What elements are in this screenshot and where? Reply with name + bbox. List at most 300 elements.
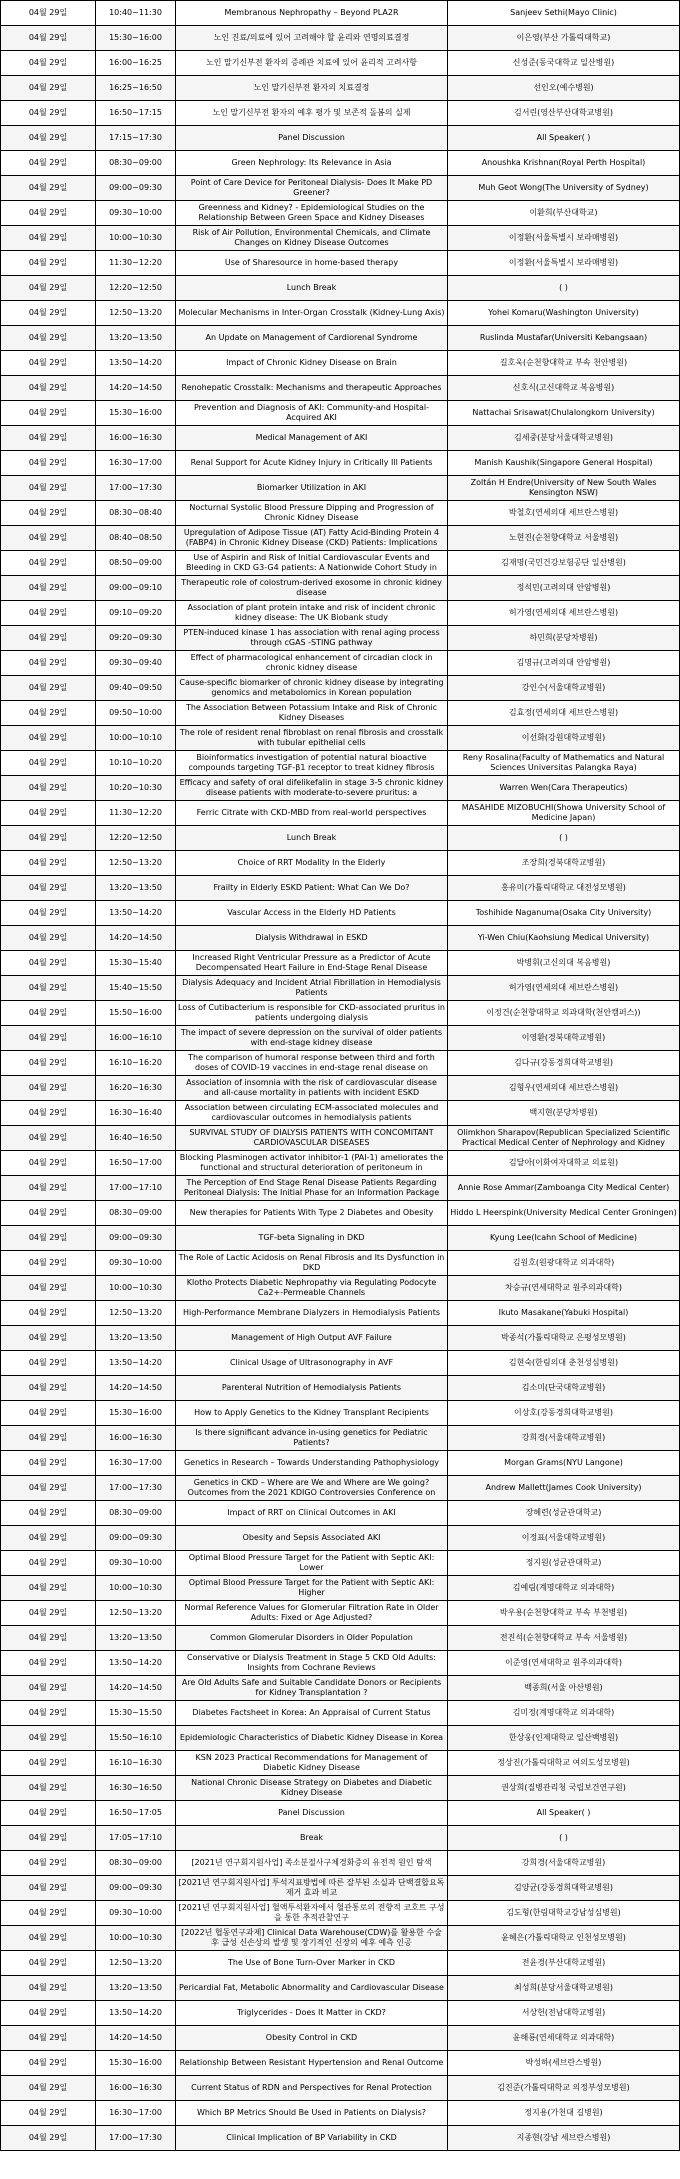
session-speaker: 장혜련(성균관대학교) [448,1501,680,1526]
table-row [1,1501,680,1526]
session-time: 09:30~10:00 [96,1551,176,1576]
session-time: 09:30~10:00 [96,201,176,226]
session-title: Optimal Blood Pressure Target for the Patient with Septic AKI: Higher [176,1576,448,1601]
session-date: 04월 29일 [1,976,96,1001]
session-date: 04월 29일 [1,201,96,226]
session-title: Clinical Implication of BP Variability in CKD [176,2126,448,2151]
table-row [1,1326,680,1351]
session-date: 04월 29일 [1,1501,96,1526]
table-row [1,651,680,676]
session-date: 04월 29일 [1,1401,96,1426]
session-title: Effect of pharmacological enhancement of circadian clock in chronic kidney disease [176,651,448,676]
session-date: 04월 29일 [1,1101,96,1126]
table-row [1,551,680,576]
session-title: Prevention and Diagnosis of AKI: Community-and Hospital-Acquired AKI [176,401,448,426]
table-row [1,2101,680,2126]
table-row [1,326,680,351]
session-date: 04월 29일 [1,501,96,526]
session-time: 09:00~09:30 [96,1226,176,1251]
session-speaker: 김달아(이화여자대학교 의료원) [448,1151,680,1176]
table-row [1,1376,680,1401]
session-date: 04월 29일 [1,101,96,126]
table-row [1,476,680,501]
session-title: Dialysis Withdrawal in ESKD [176,926,448,951]
table-row [1,2126,680,2151]
session-date: 04월 29일 [1,551,96,576]
session-time: 12:50~13:20 [96,301,176,326]
session-time: 16:10~16:20 [96,1051,176,1076]
session-date: 04월 29일 [1,176,96,201]
session-title: Efficacy and safety of oral difelikefalin in stage 3-5 chronic kidney disease patients with moderate-to-severe pruritus: a [176,776,448,801]
session-title: Choice of RRT Modality In the Elderly [176,851,448,876]
session-time: 15:30~16:00 [96,1401,176,1426]
session-title: Genetics in CKD – Where are We and Where are We going? Outcomes from the 2021 KDIGO Controversies Conference on [176,1476,448,1501]
session-title: Molecular Mechanisms in Inter-Organ Crosstalk (Kidney-Lung Axis) [176,301,448,326]
session-date: 04월 29일 [1,1251,96,1276]
table-row [1,801,680,826]
session-speaker: Zoltán H Endre(University of New South Wales Kensington NSW) [448,476,680,501]
session-speaker: 백종희(서울 아산병원) [448,1676,680,1701]
session-date: 04월 29일 [1,2026,96,2051]
session-speaker: 권상희(질병관리청 국립보건연구원) [448,1776,680,1801]
session-title: The role of resident renal fibroblast on renal fibrosis and crosstalk with tubular epithelial cells [176,726,448,751]
session-time: 08:30~09:00 [96,1201,176,1226]
session-date: 04월 29일 [1,1676,96,1701]
session-speaker: 이환희(부산대학교) [448,201,680,226]
session-speaker: Yohei Komaru(Washington University) [448,301,680,326]
session-speaker: ( ) [448,276,680,301]
session-time: 15:30~15:50 [96,1701,176,1726]
session-date: 04월 29일 [1,1151,96,1176]
session-date: 04월 29일 [1,251,96,276]
session-speaker: 정상진(가톨릭대학교 여의도성모병원) [448,1751,680,1776]
session-time: 10:00~10:30 [96,226,176,251]
session-title: Increased Right Ventricular Pressure as a Predictor of Acute Decompensated Heart Failure in End-Stage Renal Disease [176,951,448,976]
session-time: 08:30~09:00 [96,1851,176,1876]
session-time: 12:20~12:50 [96,276,176,301]
session-speaker: 이영환(경북대학교병원) [448,1026,680,1051]
session-title: Use of Aspirin and Risk of Initial Cardiovascular Events and Bleeding in CKD G3-G4 patients: A Nationwide Cohort Study in [176,551,448,576]
session-title: Nocturnal Systolic Blood Pressure Dipping and Progression of Chronic Kidney Disease [176,501,448,526]
session-speaker: 김재명(국민건강보험공단 일산병원) [448,551,680,576]
session-title: Impact of Chronic Kidney Disease on Brain [176,351,448,376]
session-title: Normal Reference Values for Glomerular Filtration Rate in Older Adults: Fixed or Age Adjusted? [176,1601,448,1626]
table-row [1,1001,680,1026]
table-row [1,1251,680,1276]
table-row [1,876,680,901]
session-date: 04월 29일 [1,676,96,701]
table-row [1,401,680,426]
session-date: 04월 29일 [1,126,96,151]
session-date: 04월 29일 [1,1901,96,1926]
session-speaker: 김양균(강동경희대학교병원) [448,1876,680,1901]
session-date: 04월 29일 [1,426,96,451]
session-time: 16:30~16:40 [96,1101,176,1126]
session-date: 04월 29일 [1,1351,96,1376]
table-row [1,176,680,201]
session-time: 09:20~09:30 [96,626,176,651]
session-speaker: Yi-Wen Chiu(Kaohsiung Medical University) [448,926,680,951]
session-date: 04월 29일 [1,376,96,401]
session-title: Membranous Nephropathy – Beyond PLA2R [176,1,448,26]
session-speaker: 신호식(고신대학교 복음병원) [448,376,680,401]
session-speaker: 강희경(서울대학교병원) [448,1426,680,1451]
session-time: 15:50~16:00 [96,1001,176,1026]
session-date: 04월 29일 [1,1,96,26]
session-time: 09:30~10:00 [96,1901,176,1926]
session-title: Medical Management of AKI [176,426,448,451]
session-time: 16:00~16:30 [96,2076,176,2101]
table-row [1,1951,680,1976]
session-date: 04월 29일 [1,1701,96,1726]
table-row [1,201,680,226]
session-title: Klotho Protects Diabetic Nephropathy via Regulating Podocyte Ca2+-Permeable Channels [176,1276,448,1301]
session-speaker: 정석민(고려의대 안암병원) [448,576,680,601]
session-date: 04월 29일 [1,1426,96,1451]
table-row [1,76,680,101]
session-time: 16:30~17:00 [96,451,176,476]
session-title: Impact of RRT on Clinical Outcomes in AKI [176,1501,448,1526]
session-time: 09:10~09:20 [96,601,176,626]
session-time: 14:20~14:50 [96,376,176,401]
session-time: 15:30~16:00 [96,401,176,426]
session-time: 16:50~17:15 [96,101,176,126]
session-title: Are Old Adults Safe and Suitable Candidate Donors or Recipients for Kidney Transplantation ? [176,1676,448,1701]
table-row [1,851,680,876]
session-title: 노인 말기신부전 환자의 치료결정 [176,76,448,101]
session-date: 04월 29일 [1,1626,96,1651]
session-time: 16:30~16:50 [96,1776,176,1801]
table-row [1,526,680,551]
session-speaker: 이정환(서울특별시 보라매병원) [448,251,680,276]
session-date: 04월 29일 [1,1951,96,1976]
session-title: Conservative or Dialysis Treatment in Stage 5 CKD Old Adults: Insights from Cochrane Reviews [176,1651,448,1676]
session-speaker: Sanjeev Sethi(Mayo Clinic) [448,1,680,26]
table-row [1,51,680,76]
session-date: 04월 29일 [1,151,96,176]
session-speaker: Kyung Lee(Icahn School of Medicine) [448,1226,680,1251]
table-row [1,1901,680,1926]
session-time: 15:50~16:10 [96,1726,176,1751]
session-speaker: 이정표(서울대학교병원) [448,1526,680,1551]
session-time: 08:40~08:50 [96,526,176,551]
session-title: Clinical Usage of Ultrasonography in AVF [176,1351,448,1376]
session-date: 04월 29일 [1,1776,96,1801]
session-time: 16:30~17:00 [96,1451,176,1476]
session-title: Parenteral Nutrition of Hemodialysis Patients [176,1376,448,1401]
session-title: Optimal Blood Pressure Target for the Patient with Septic AKI: Lower [176,1551,448,1576]
session-speaker: 지종현(강남 세브란스병원) [448,2126,680,2151]
session-date: 04월 29일 [1,1876,96,1901]
session-speaker: 김진준(가톨릭대학교 의정부성모병원) [448,2076,680,2101]
session-title: How to Apply Genetics to the Kidney Transplant Recipients [176,1401,448,1426]
session-time: 17:00~17:10 [96,1176,176,1201]
session-speaker: 김도형(한림대학교강남성심병원) [448,1901,680,1926]
session-speaker: 박철호(연세의대 세브란스병원) [448,501,680,526]
session-title: Lunch Break [176,276,448,301]
session-speaker: ( ) [448,826,680,851]
session-time: 17:00~17:30 [96,2126,176,2151]
session-date: 04월 29일 [1,2001,96,2026]
table-row [1,351,680,376]
session-title: Break [176,1826,448,1851]
table-row [1,1751,680,1776]
session-date: 04월 29일 [1,2126,96,2151]
session-time: 09:30~09:40 [96,651,176,676]
session-date: 04월 29일 [1,326,96,351]
session-title: Obesity and Sepsis Associated AKI [176,1526,448,1551]
session-speaker: Reny Rosalina(Faculty of Mathematics and Natural Sciences Universitas Palangka Raya) [448,751,680,776]
table-row [1,1051,680,1076]
session-title: Which BP Metrics Should Be Used in Patients on Dialysis? [176,2101,448,2126]
session-title: Biomarker Utilization in AKI [176,476,448,501]
session-date: 04월 29일 [1,301,96,326]
session-speaker: 길호욱(순천향대학교 부속 천안병원) [448,351,680,376]
session-time: 09:00~09:10 [96,576,176,601]
session-speaker: Annie Rose Ammar(Zamboanga City Medical Center) [448,1176,680,1201]
session-time: 10:00~10:10 [96,726,176,751]
session-title: Green Nephrology: Its Relevance in Asia [176,151,448,176]
session-speaker: 김명규(고려의대 안암병원) [448,651,680,676]
session-speaker: MASAHIDE MIZOBUCHI(Showa University School of Medicine Japan) [448,801,680,826]
session-time: 09:50~10:00 [96,701,176,726]
table-row [1,1876,680,1901]
session-date: 04월 29일 [1,951,96,976]
table-row [1,1626,680,1651]
session-speaker: 이정환(서울특별시 보라매병원) [448,226,680,251]
session-speaker: 윤혜은(가톨릭대학교 인천성모병원) [448,1926,680,1951]
table-row [1,1526,680,1551]
session-speaker: 허가영(연세의대 세브란스병원) [448,976,680,1001]
session-speaker: Warren Wen(Cara Therapeutics) [448,776,680,801]
session-time: 14:20~14:50 [96,1676,176,1701]
table-row [1,1776,680,1801]
session-title: Renohepatic Crosstalk: Mechanisms and therapeutic Approaches [176,376,448,401]
session-time: 13:20~13:50 [96,1626,176,1651]
session-title: Upregulation of Adipose Tissue (AT) Fatty Acid-Binding Protein 4 (FABP4) in Chronic Kidney Disease (CKD) Patients: Implications [176,526,448,551]
table-row [1,1726,680,1751]
session-title: [2022년 협동연구과제] Clinical Data Warehouse(CDW)를 활용한 수술 후 급성 신손상의 발생 및 장기적인 신장의 예후 예측 인공 [176,1926,448,1951]
session-title: Current Status of RDN and Perspectives for Renal Protection [176,2076,448,2101]
table-row [1,1301,680,1326]
session-time: 10:00~10:30 [96,1926,176,1951]
session-speaker: Hiddo L Heerspink(University Medical Center Groningen) [448,1201,680,1226]
session-date: 04월 29일 [1,2076,96,2101]
session-date: 04월 29일 [1,1976,96,2001]
session-title: Genetics in Research – Towards Understanding Pathophysiology [176,1451,448,1476]
session-date: 04월 29일 [1,2051,96,2076]
session-title: [2021년 연구회지원사업] 투석지표방법에 따른 잘부된 소실과 단백결합요독 제거 효과 비교 [176,1876,448,1901]
session-time: 14:20~14:50 [96,2026,176,2051]
table-row [1,1476,680,1501]
table-row [1,926,680,951]
session-title: An Update on Management of Cardiorenal Syndrome [176,326,448,351]
session-title: [2021년 연구회지원사업] 족소분절사구체경화증의 유전적 원인 탐색 [176,1851,448,1876]
session-speaker: Andrew Mallett(James Cook University) [448,1476,680,1501]
session-date: 04월 29일 [1,776,96,801]
session-time: 15:30~16:00 [96,2051,176,2076]
session-time: 15:40~15:50 [96,976,176,1001]
session-time: 08:50~09:00 [96,551,176,576]
session-speaker: 이정건(순천향대학교 의과대학(천안캠퍼스)) [448,1001,680,1026]
session-title: Triglycerides - Does It Matter in CKD? [176,2001,448,2026]
session-time: 13:50~14:20 [96,901,176,926]
session-title: Dialysis Adequacy and Incident Atrial Fibrillation in Hemodialysis Patients [176,976,448,1001]
session-time: 14:20~14:50 [96,1376,176,1401]
session-date: 04월 29일 [1,26,96,51]
session-date: 04월 29일 [1,1326,96,1351]
table-row [1,1026,680,1051]
session-date: 04월 29일 [1,1926,96,1951]
session-time: 09:00~09:30 [96,1526,176,1551]
session-time: 09:40~09:50 [96,676,176,701]
table-row [1,426,680,451]
session-date: 04월 29일 [1,1651,96,1676]
session-time: 10:10~10:20 [96,751,176,776]
session-date: 04월 29일 [1,651,96,676]
session-time: 13:50~14:20 [96,351,176,376]
session-speaker: 전윤경(부산대학교병원) [448,1951,680,1976]
schedule-body [1,1,680,2151]
table-row [1,1276,680,1301]
session-time: 13:20~13:50 [96,876,176,901]
session-speaker: 조장희(경북대학교병원) [448,851,680,876]
session-title: High-Performance Membrane Dialyzers in Hemodialysis Patients [176,1301,448,1326]
session-time: 14:20~14:50 [96,926,176,951]
table-row [1,276,680,301]
session-date: 04월 29일 [1,626,96,651]
session-time: 09:30~10:00 [96,1251,176,1276]
session-time: 10:00~10:30 [96,1276,176,1301]
session-speaker: Ruslinda Mustafar(Universiti Kebangsaan) [448,326,680,351]
session-date: 04월 29일 [1,1526,96,1551]
session-speaker: 김소미(단국대학교병원) [448,1376,680,1401]
session-date: 04월 29일 [1,1226,96,1251]
session-speaker: Morgan Grams(NYU Langone) [448,1451,680,1476]
session-speaker: 김서린(영산부산대학교병원) [448,101,680,126]
session-date: 04월 29일 [1,1576,96,1601]
table-row [1,1351,680,1376]
table-row [1,1201,680,1226]
session-date: 04월 29일 [1,801,96,826]
session-speaker: 최성희(분당서울대학교병원) [448,1976,680,2001]
session-time: 17:00~17:30 [96,476,176,501]
session-title: The impact of severe depression on the survival of older patients with end-stage kidney disease [176,1026,448,1051]
session-speaker: 김예림(계명대학교 의과대학) [448,1576,680,1601]
session-title: Is there significant advance in-using genetics for Pediatric Patients? [176,1426,448,1451]
session-speaker: 박성하(세브란스병원) [448,2051,680,2076]
session-date: 04월 29일 [1,826,96,851]
session-date: 04월 29일 [1,2101,96,2126]
table-row [1,776,680,801]
session-time: 15:30~15:40 [96,951,176,976]
table-row [1,826,680,851]
session-date: 04월 29일 [1,1851,96,1876]
table-row [1,1976,680,2001]
table-row [1,676,680,701]
session-time: 09:00~09:30 [96,176,176,201]
session-speaker: 선인오(예수병원) [448,76,680,101]
session-title: The Association Between Potassium Intake and Risk of Chronic Kidney Diseases [176,701,448,726]
session-speaker: 김미정(계명대학교 의과대학) [448,1701,680,1726]
table-row [1,2051,680,2076]
session-title: Renal Support for Acute Kidney Injury in Critically Ill Patients [176,451,448,476]
session-date: 04월 29일 [1,1601,96,1626]
session-title: 노인 말기신부전 환자의 증례관 치료에 있어 윤리적 고려사항 [176,51,448,76]
session-date: 04월 29일 [1,51,96,76]
session-title: Blocking Plasminogen activator inhibitor-1 (PAI-1) ameliorates the functional and structural deterioration of peritoneum in [176,1151,448,1176]
session-speaker: 박병휘(고신의대 복음병원) [448,951,680,976]
session-speaker: 정지용(가천대 길병원) [448,2101,680,2126]
session-title: SURVIVAL STUDY OF DIALYSIS PATIENTS WITH CONCOMITANT CARDIOVASCULAR DISEASES [176,1126,448,1151]
session-title: Diabetes Factsheet in Korea: An Appraisal of Current Status [176,1701,448,1726]
table-row [1,1826,680,1851]
session-speaker: ( ) [448,1826,680,1851]
session-title: Obesity Control in CKD [176,2026,448,2051]
table-row [1,1551,680,1576]
table-row [1,951,680,976]
session-speaker: 박우용(순천향대학교 부속 부천병원) [448,1601,680,1626]
session-time: 17:00~17:30 [96,1476,176,1501]
table-row [1,1601,680,1626]
session-speaker: 김다규(강동경희대학교병원) [448,1051,680,1076]
session-date: 04월 29일 [1,1076,96,1101]
table-row [1,1126,680,1151]
session-time: 16:25~16:50 [96,76,176,101]
session-time: 13:20~13:50 [96,1976,176,2001]
session-speaker: 이상호(강동경희대학교병원) [448,1401,680,1426]
table-row [1,1701,680,1726]
table-row [1,101,680,126]
session-time: 12:50~13:20 [96,851,176,876]
session-speaker: Toshihide Naganuma(Osaka City University) [448,901,680,926]
session-date: 04월 29일 [1,1276,96,1301]
table-row [1,1,680,26]
session-time: 08:30~09:00 [96,151,176,176]
session-speaker: 홍유미(가톨릭대학교 대전성모병원) [448,876,680,901]
session-speaker: 박종석(가톨릭대학교 은평성모병원) [448,1326,680,1351]
session-title: Lunch Break [176,826,448,851]
session-title: Bioinformatics investigation of potential natural bioactive compounds targeting TGF-β1 receptor to treat kidney fibrosis [176,751,448,776]
table-row [1,1801,680,1826]
session-title: National Chronic Disease Strategy on Diabetes and Diabetic Kidney Disease [176,1776,448,1801]
session-speaker: 김세중(분당서울대학교병원) [448,426,680,451]
session-date: 04월 29일 [1,876,96,901]
table-row [1,1226,680,1251]
session-title: Common Glomerular Disorders in Older Population [176,1626,448,1651]
session-speaker: 강희경(서울대학교병원) [448,1851,680,1876]
session-title: Ferric Citrate with CKD-MBD from real-world perspectives [176,801,448,826]
session-title: TGF-beta Signaling in DKD [176,1226,448,1251]
session-date: 04월 29일 [1,451,96,476]
session-title: Point of Care Device for Peritoneal Dialysis- Does It Make PD Greener? [176,176,448,201]
session-speaker: 강인수(서울대학교병원) [448,676,680,701]
table-row [1,601,680,626]
session-date: 04월 29일 [1,401,96,426]
table-row [1,151,680,176]
session-date: 04월 29일 [1,1051,96,1076]
table-row [1,1426,680,1451]
session-title: Association of insomnia with the risk of cardiovascular disease and all-cause mortality in patients with incident ESKD [176,1076,448,1101]
session-title: The Use of Bone Turn-Over Marker in CKD [176,1951,448,1976]
table-row [1,1151,680,1176]
table-row [1,2026,680,2051]
session-title: 노인 말기신부전 환자의 예후 평가 및 보존적 돌봄의 실제 [176,101,448,126]
session-date: 04월 29일 [1,1176,96,1201]
session-date: 04월 29일 [1,1476,96,1501]
session-title: [2021년 연구회지원사업] 혈액투석환자에서 혈관통로의 전향적 코호트 구성을 통한 추적관찰연구 [176,1901,448,1926]
session-date: 04월 29일 [1,576,96,601]
